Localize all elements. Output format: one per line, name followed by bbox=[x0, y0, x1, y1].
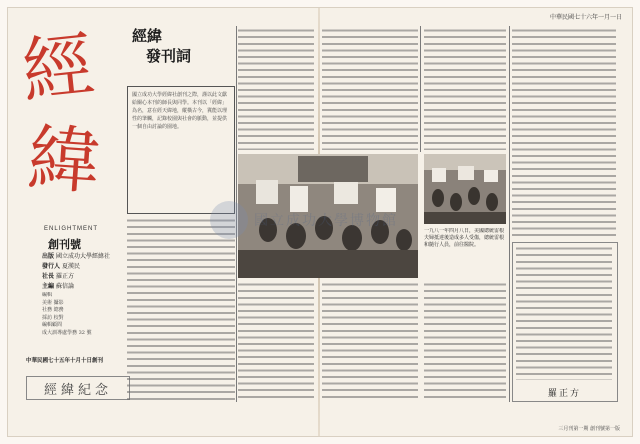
text-column-7 bbox=[424, 282, 506, 400]
masthead-info bbox=[42, 252, 118, 292]
photo-caption: 一九八一年四月八日，美國總統雷根夫婦抵達後造成多人受傷，總統雷根和隨行人員，前往醫院。 bbox=[424, 228, 505, 248]
president-row: 社長 羅正方 bbox=[42, 273, 74, 280]
text-column-3 bbox=[238, 282, 314, 400]
staff-list: 編輯 美術 攝影 社務 總務 採訪 校對 編輯顧問 成大訓導處學務 32 號 bbox=[42, 292, 92, 336]
issuer-row: 發行人 夏漢民 bbox=[42, 263, 80, 270]
publisher-row: 出版 國立成功大學經緯社 bbox=[42, 253, 110, 260]
article-title bbox=[132, 26, 191, 66]
founding-date: 中華民國七十五年十月十日創刊 bbox=[26, 358, 104, 364]
commemorative-stamp: 經緯紀念 bbox=[26, 376, 130, 400]
text-column-6 bbox=[424, 28, 506, 150]
editor-row: 主編 蘇信論 bbox=[42, 283, 74, 290]
title-line-2: 發刊詞 bbox=[146, 47, 192, 65]
preface-box: 國立成功大學經緯社創刊之際，謹以此文獻給關心本刊的師長與同學。本刊以「經緯」為名，意在經天緯地，縱橫古今，冀能以理性的筆觸，記錄校園與社會的脈動，並提供一個自由討論的園地。 bbox=[127, 86, 235, 214]
column-rule bbox=[420, 26, 421, 152]
text-column-4 bbox=[322, 28, 418, 150]
museum-logo-icon bbox=[210, 201, 248, 239]
page-footer: 三月刊第一期 創刊號第一版 bbox=[558, 426, 620, 432]
sidebar-text bbox=[516, 246, 612, 380]
logo-glyph-1: 經 bbox=[17, 22, 99, 114]
museum-watermark bbox=[210, 196, 440, 244]
issue-label: 創刊號 bbox=[48, 238, 81, 251]
watermark-text: 國立成功大學博物館 bbox=[254, 213, 398, 229]
column-rule bbox=[509, 26, 510, 402]
text-column-2 bbox=[238, 28, 314, 150]
text-column-1 bbox=[127, 218, 235, 400]
logo-glyph-2: 緯 bbox=[25, 115, 103, 205]
masthead-logo bbox=[17, 22, 128, 228]
logo-english: ENLIGHTMENT bbox=[44, 226, 99, 232]
date-header: 中華民國七十六年一月一日 bbox=[549, 14, 622, 21]
text-column-5 bbox=[322, 282, 418, 400]
author-signature: 羅正方 bbox=[548, 389, 582, 399]
title-line-1: 經緯 bbox=[132, 27, 163, 45]
text-column-8 bbox=[512, 28, 616, 238]
